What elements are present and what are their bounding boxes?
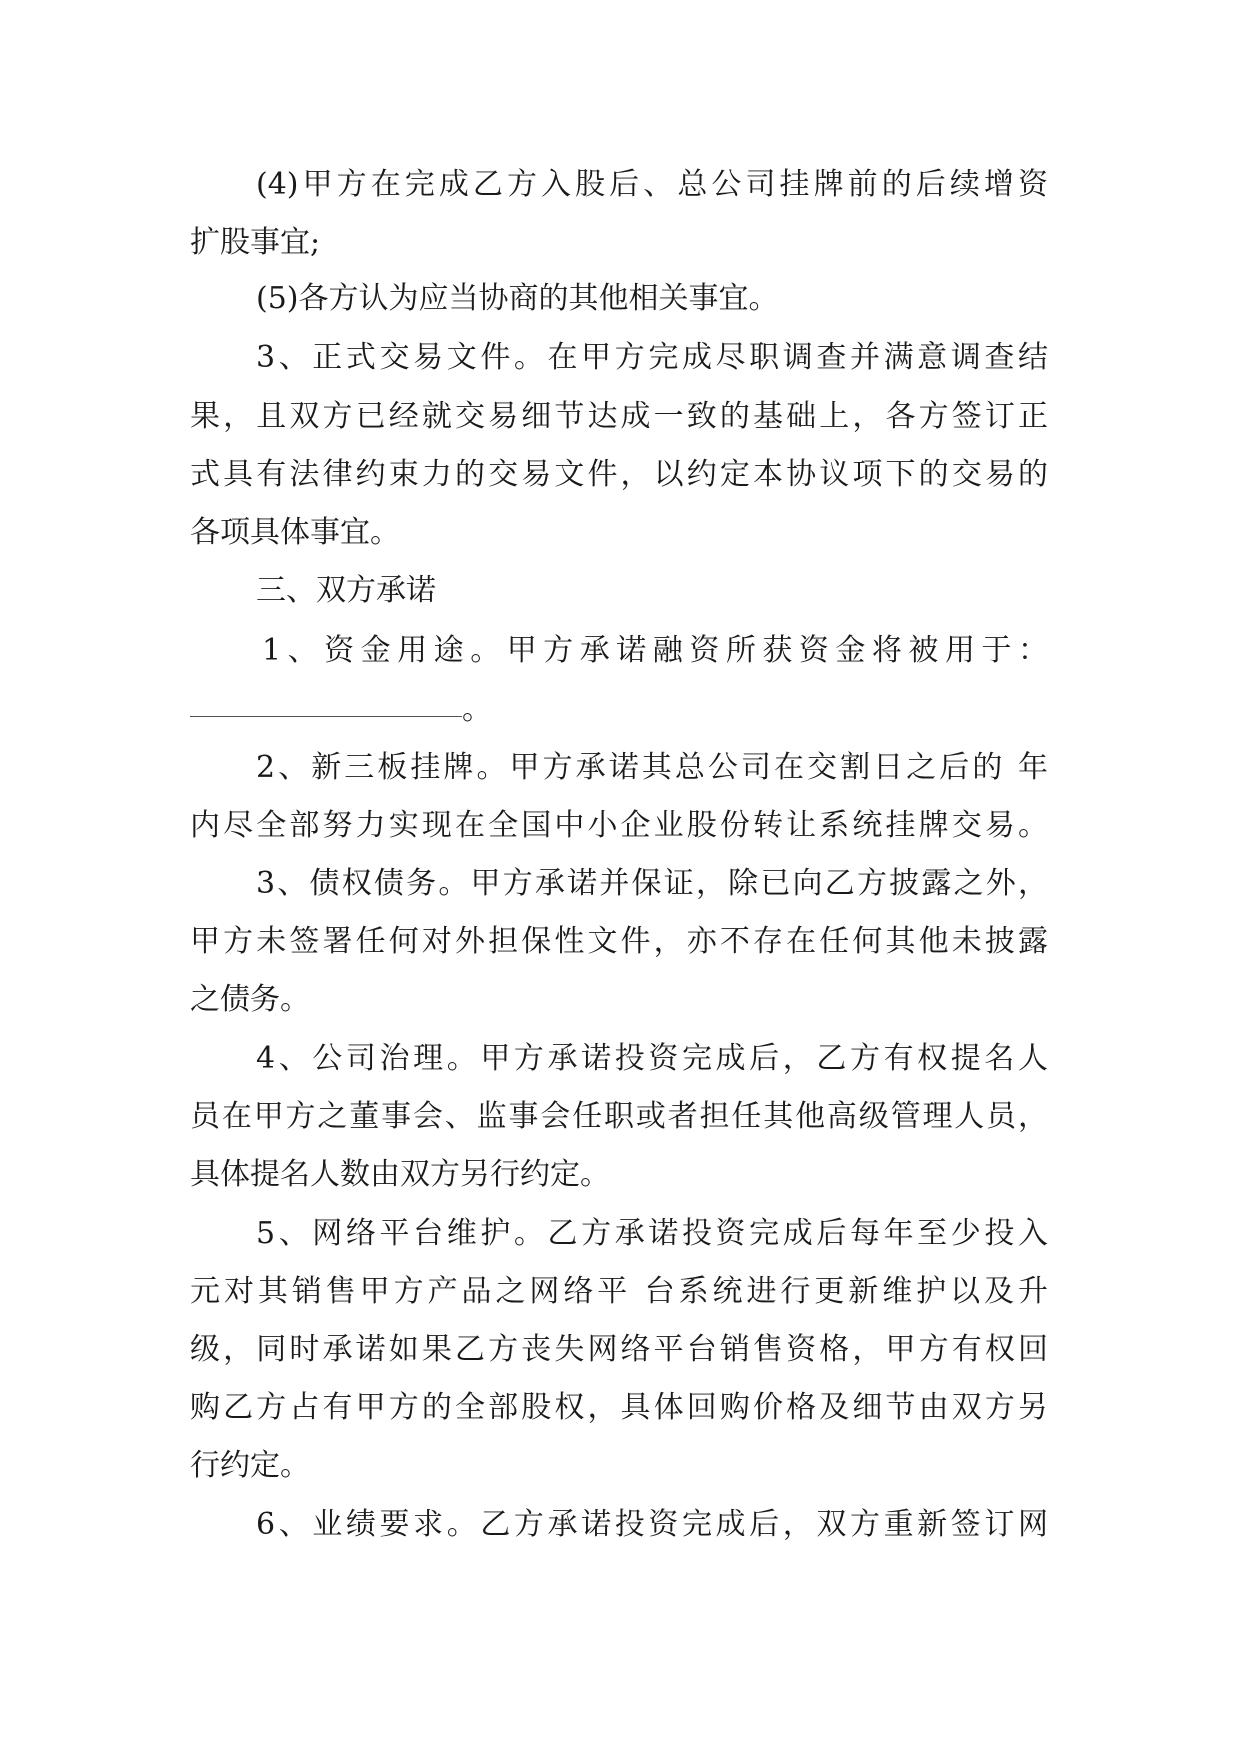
fill-in-blank	[190, 690, 462, 717]
blank-line-row	[190, 690, 1048, 730]
text-line: 级，同时承诺如果乙方丧失网络平台销售资格，甲方有权回	[190, 1332, 1048, 1367]
blank-suffix: 。	[462, 692, 492, 727]
text-line: 式具有法律约束力的交易文件，以约定本协议项下的交易的	[190, 457, 1048, 492]
text-line: 1、资金用途。甲方承诺融资所获资金将被用于：	[262, 633, 1048, 668]
text-line: 6、业绩要求。乙方承诺投资完成后，双方重新签订网	[256, 1507, 1048, 1542]
text-line: 各项具体事宜。	[190, 515, 400, 550]
text-line: 扩股事宜;	[190, 225, 321, 260]
section-heading: 三、双方承诺	[256, 573, 436, 608]
text-line: 内尽全部努力实现在全国中小企业股份转让系统挂牌交易。	[190, 808, 1048, 843]
text-line: 具体提名人数由双方另行约定。	[190, 1157, 610, 1192]
text-line: 3、债权债务。甲方承诺并保证，除已向乙方披露之外，	[256, 866, 1048, 901]
text-line: (4)甲方在完成乙方入股后、总公司挂牌前的后续增资	[256, 167, 1048, 202]
text-line: 3、正式交易文件。在甲方完成尽职调查并满意调查结	[256, 340, 1048, 375]
text-line: 员在甲方之董事会、监事会任职或者担任其他高级管理人员，	[190, 1099, 1048, 1134]
text-line: 2、新三板挂牌。甲方承诺其总公司在交割日之后的 年	[256, 750, 1048, 785]
text-line: 元对其销售甲方产品之网络平 台系统进行更新维护以及升	[190, 1274, 1048, 1309]
text-line: (5)各方认为应当协商的其他相关事宜。	[256, 281, 779, 316]
text-line: 甲方未签署任何对外担保性文件，亦不存在任何其他未披露	[190, 924, 1048, 959]
text-line: 行约定。	[190, 1448, 310, 1483]
text-line: 4、公司治理。甲方承诺投资完成后，乙方有权提名人	[256, 1041, 1048, 1076]
text-line: 果，且双方已经就交易细节达成一致的基础上，各方签订正	[190, 399, 1048, 434]
text-line: 之债务。	[190, 982, 310, 1017]
text-line: 5、网络平台维护。乙方承诺投资完成后每年至少投入	[256, 1216, 1048, 1251]
text-line: 购乙方占有甲方的全部股权，具体回购价格及细节由双方另	[190, 1390, 1048, 1425]
